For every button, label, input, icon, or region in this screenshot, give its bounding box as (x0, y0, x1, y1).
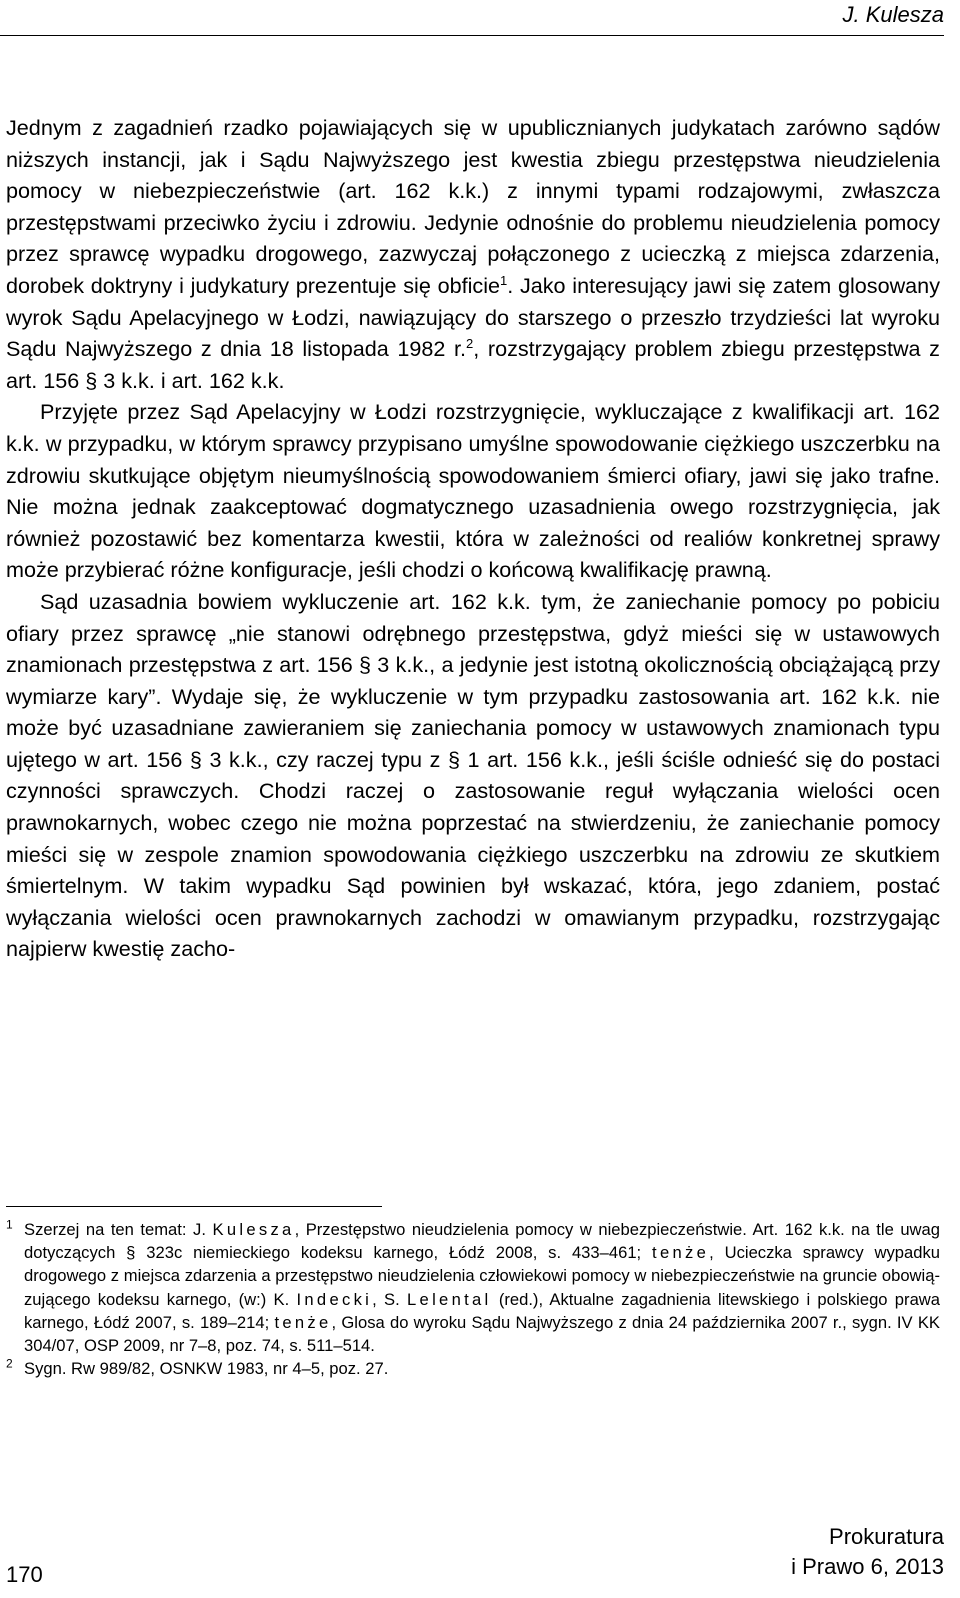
footnote-separator (6, 1206, 382, 1207)
footnote-ref-1[interactable]: 1 (500, 272, 508, 288)
journal-name: Prokuratura (829, 1524, 944, 1549)
paragraph-1-part-c: , rozstrzygający problem zbiegu przestępstwa z art. 156 § 3 k.k. i art. 162 k.k. (6, 336, 940, 393)
journal-info (791, 1522, 944, 1582)
footnote-1-author-3: Indecki (296, 1289, 373, 1309)
header-rule (0, 35, 944, 36)
footnote-2-text: Sygn. Rw 989/82, OSNKW 1983, nr 4–5, poz. 27. (24, 1359, 389, 1379)
footnote-2-number (6, 1357, 24, 1380)
paragraph-1 (6, 112, 940, 396)
footnote-1-text-6: , Glosa do wyroku Sądu Najwyższego z dnia 24 października 2007 r., sygn. IV KK 304/07, OSP 2009, nr 7–8, poz. 74, s. 511–514. (24, 1312, 940, 1356)
footnotes (6, 1218, 940, 1380)
footnote-1-text-3: , Ucieczka sprawcy wypadku drogowego z miejsca zdarzenia a przestępstwo nieudzielenia człowiekowi pomocy w niebezpieczeństwie na gruncie obowiązującego kodeksu karnego, (w:) K. (24, 1243, 940, 1309)
footnote-1-text-2: , Przestępstwo nieudzielenia pomocy w niebezpieczeństwie. Art. 162 k.k. na tle uwag dotyczących § 323c niemieckiego kodeksu karnego, Łódź 2008, s. 433–461; (24, 1220, 940, 1263)
paragraph-3: Sąd uzasadnia bowiem wykluczenie art. 162 k.k. tym, że zaniechanie pomocy po pobiciu ofiary przez sprawcę „nie stanowi odrębnego przestępstwa, gdyż mieści się w ustawowych znamionach przestępstwa z art. 156 § 3 k.k., a jedynie jest istotną okolicznością obciążającą przy wymiarze kary”. Wydaje się, że wykluczenie w tym przypadku zastosowania art. 162 k.k. nie może być uzasadniane zawieraniem się zaniechania pomocy w ustawowych znamionach typu ujętego w art. 156 § 3 k.k., czy raczej typu z § 1 art. 156 k.k., jeśli ściśle odnieść się do postaci czynności sprawczych. Chodzi raczej o zastosowanie reguł wyłączania wielości ocen prawnokarnych, wobec czego nie można poprzestać na stwierdzeniu, że zaniechanie pomocy mieści się w zespole znamion spowodowania ciężkiego uszczerbku na zdrowiu ze skutkiem śmiertelnym. W takim wypadku Sąd powinien był wskazać, która, jego zdaniem, postać wyłączania wielości ocen prawnokarnych zachodzi w omawianym przypadku, rozstrzygając najpierw kwestię zacho- (6, 588, 940, 962)
footnote-1-author-5: tenże (274, 1312, 332, 1332)
main-text (6, 112, 940, 965)
running-header-author: J. Kulesza (842, 2, 944, 27)
footnote-1-author-2: tenże (652, 1243, 710, 1263)
paragraph-2: Przyjęte przez Sąd Apelacyjny w Łodzi rozstrzygnięcie, wykluczające z kwalifikacji art. 162 k.k. w przypadku, w którym sprawcy przypisano umyślne spowodowanie ciężkiego uszczerbku na zdrowiu skutkujące objętym nieumyślnością spowodowaniem śmierci ofiary, jawi się jako trafne. Nie można jednak zaakceptować dogmatycznego uzasadnienia owego rozstrzygnięcia, jak również pozostawić bez komentarza kwestii, która w zależności od realiów konkretnej sprawy może przybierać różne konfiguracje, jeśli chodzi o końcową kwalifikację prawną. (6, 399, 940, 583)
footnote-1-author-1: Kulesza (212, 1220, 295, 1239)
page-number: 170 (6, 1562, 43, 1587)
footnote-2 (6, 1357, 940, 1380)
footnote-1-author-4: Lelental (407, 1289, 492, 1309)
footnote-2-marker: 2 (6, 1356, 13, 1371)
paragraph-1-part-b: . Jako interesujący jawi się zatem glosowany wyrok Sądu Apelacyjnego w Łodzi, nawiązujący do starszego o przeszło trzydzieści lat wyroku Sądu Najwyższego z dnia 18 listopada 1982 r. (6, 272, 940, 362)
footnote-1-text-1: Szerzej na ten temat: J. (24, 1220, 213, 1239)
footnote-1-text-5: (red.), Aktualne zagadnienia litewskiego i polskiego prawa karnego, Łódź 2007, s. 189–214; (24, 1289, 941, 1332)
footnote-1 (6, 1218, 940, 1357)
footnote-1-marker: 1 (6, 1217, 13, 1232)
footnote-1-number (6, 1218, 24, 1241)
paragraph-1-part-a: Jednym z zagadnień rzadko pojawiających się w upublicznianych judykatach zarówno sądów niższych instancji, jak i Sądu Najwyższego jest kwestia zbiegu przestępstwa nieudzielenia pomocy w niebezpieczeństwie (art. 162 k.k.) z innymi typami rodzajowymi, zwłaszcza przestępstwami przeciwko życiu i zdrowiu. Jedynie odnośnie do problemu nieudzielenia pomocy przez sprawcę wypadku drogowego, zazwyczaj połączonego z ucieczką z miejsca zdarzenia, dorobek doktryny i judykatury prezentuje się obficie (6, 115, 940, 298)
footnote-1-text-4: , S. (372, 1289, 408, 1309)
footnote-ref-2[interactable]: 2 (466, 335, 474, 351)
journal-issue: i Prawo 6, 2013 (791, 1554, 944, 1579)
